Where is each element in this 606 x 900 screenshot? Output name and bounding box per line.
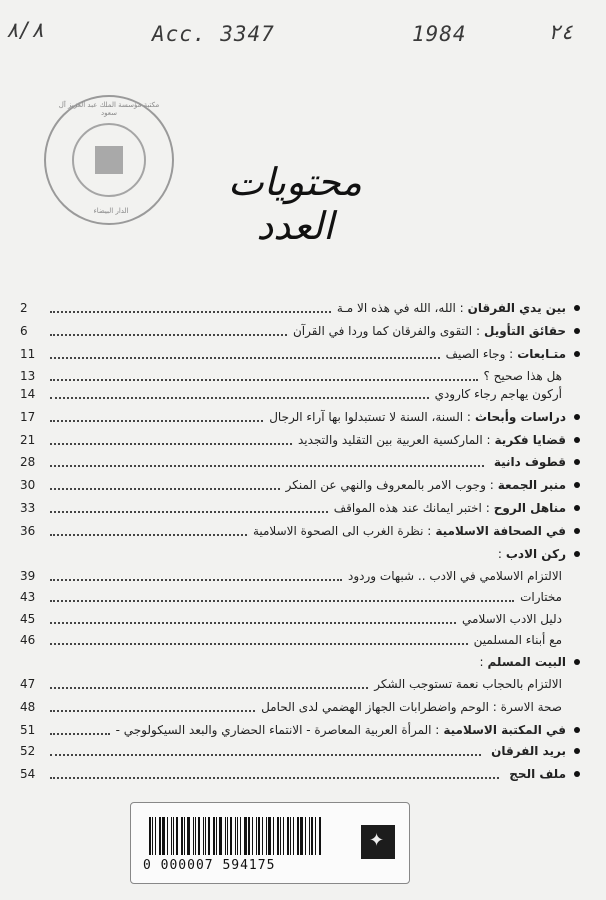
barcode-bar xyxy=(235,817,236,855)
toc-section-label: قضايا فكرية xyxy=(494,433,566,447)
barcode-bar xyxy=(198,817,200,855)
toc-row xyxy=(20,452,580,472)
barcode-bar xyxy=(280,817,281,855)
barcode-bar xyxy=(159,817,161,855)
toc-article-title: أركون يهاجم رجاء كارودي xyxy=(434,387,562,401)
barcode-bar xyxy=(213,817,215,855)
toc-leader-dots xyxy=(50,303,331,313)
publisher-logo-icon xyxy=(361,825,395,859)
toc-page-number: 28 xyxy=(20,455,36,469)
toc-section-label: بين يدي الفرقان xyxy=(467,301,566,315)
toc-article-title: : xyxy=(497,547,502,561)
toc-row xyxy=(20,475,580,495)
toc-leader-dots xyxy=(50,480,280,490)
barcode-bar xyxy=(309,817,310,855)
barcode-bar xyxy=(305,817,306,855)
bullet-icon xyxy=(574,748,580,754)
barcode-bar xyxy=(162,817,165,855)
barcode-bar xyxy=(244,817,247,855)
barcode-bars xyxy=(149,817,349,855)
toc-row xyxy=(20,720,580,740)
toc-row xyxy=(20,652,580,672)
toc-leader-dots xyxy=(50,371,478,381)
toc-row xyxy=(20,407,580,427)
barcode-bar xyxy=(171,817,172,855)
toc-page-number: 11 xyxy=(20,347,36,361)
toc-row xyxy=(20,609,606,629)
handwritten-accession-number: Acc. 3347 xyxy=(152,22,275,46)
barcode-bar xyxy=(176,817,178,855)
barcode-bar xyxy=(173,817,174,855)
barcode-bar xyxy=(155,817,156,855)
barcode-bar xyxy=(283,817,284,855)
toc-leader-dots xyxy=(50,571,342,581)
barcode-bar xyxy=(227,817,228,855)
toc-row xyxy=(20,430,580,450)
barcode-bar xyxy=(319,817,321,855)
barcode-bar xyxy=(268,817,271,855)
toc-row xyxy=(20,764,580,784)
toc-row xyxy=(20,384,606,404)
barcode-bar xyxy=(290,817,291,855)
barcode-bar xyxy=(300,817,303,855)
barcode-number: 0 000007 594175 xyxy=(143,858,276,873)
toc-page-number: 46 xyxy=(20,633,36,647)
toc-page-number: 43 xyxy=(20,590,36,604)
barcode-bar xyxy=(149,817,151,855)
toc-section-label: ملف الحج xyxy=(509,767,566,781)
bullet-icon xyxy=(574,505,580,511)
barcode-bar xyxy=(311,817,313,855)
barcode-bar xyxy=(256,817,257,855)
toc-row xyxy=(20,321,580,341)
handwritten-year: 1984 xyxy=(412,22,467,46)
barcode-bar xyxy=(184,817,185,855)
toc-article-title: : التقوى والفرقان كما وردا في القرآن xyxy=(292,324,480,338)
toc-page-number: 30 xyxy=(20,478,36,492)
barcode-bar xyxy=(216,817,217,855)
toc-section-label: ركن الادب xyxy=(505,547,566,561)
bullet-icon xyxy=(574,351,580,357)
toc-section-label: بريد الفرقان xyxy=(491,744,566,758)
toc-article-title: : وجوب الامر بالمعروف والنهي عن المنكر xyxy=(285,478,494,492)
bullet-icon xyxy=(574,482,580,488)
toc-row xyxy=(20,697,606,717)
toc-section-label: في الصحافة الاسلامية xyxy=(435,524,566,538)
stamp-ring-text: مكتبة مؤسسة الملك عبد العزيز آل سعود xyxy=(58,101,160,117)
toc-row xyxy=(20,298,580,318)
toc-row xyxy=(20,566,606,586)
barcode-bar xyxy=(187,817,190,855)
toc-section-label: حقائق التأويل xyxy=(484,324,566,338)
toc-row xyxy=(20,587,606,607)
bullet-icon xyxy=(574,414,580,420)
toc-page-number: 52 xyxy=(20,744,36,758)
stamp-ring-bottom-text: الدار البيضاء xyxy=(93,207,129,215)
toc-article-title: : المرأة العربية المعاصرة - الانتماء الحضاري والبعد السيكولوجي - xyxy=(115,723,440,737)
handwritten-left-mark: ٨/٨ xyxy=(6,18,44,42)
barcode-bar xyxy=(315,817,316,855)
barcode-bar xyxy=(230,817,232,855)
toc-leader-dots xyxy=(50,435,292,445)
toc-leader-dots xyxy=(50,389,429,399)
toc-leader-dots xyxy=(50,592,514,602)
toc-leader-dots xyxy=(50,725,110,735)
barcode-bar xyxy=(262,817,263,855)
barcode-bar xyxy=(258,817,260,855)
toc-page-number: 2 xyxy=(20,301,28,315)
toc-section-label: البيت المسلم xyxy=(487,655,566,669)
toc-row xyxy=(20,544,580,564)
barcode-bar xyxy=(293,817,294,855)
toc-article-title: الالتزام بالحجاب نعمة تستوجب الشكر xyxy=(374,677,562,691)
toc-leader-dots xyxy=(50,526,247,536)
toc-section-label: مناهل الروح xyxy=(493,501,566,515)
barcode-bar xyxy=(167,817,168,855)
bullet-icon xyxy=(574,528,580,534)
toc-article-title: مختارات xyxy=(520,590,562,604)
toc-section-label: متـابعات xyxy=(517,347,566,361)
toc-article-title: هل هذا صحيح ؟ xyxy=(483,369,562,383)
toc-section-label: منبر الجمعة xyxy=(497,478,566,492)
toc-leader-dots xyxy=(50,349,440,359)
bullet-icon xyxy=(574,659,580,665)
toc-leader-dots xyxy=(50,503,328,513)
toc-page-number: 39 xyxy=(20,569,36,583)
toc-article-title: صحة الاسرة : الوحم واضطرابات الجهاز الهضمي لدى الحامل xyxy=(261,700,562,714)
toc-leader-dots xyxy=(50,702,255,712)
barcode-bar xyxy=(273,817,274,855)
barcode-bar xyxy=(237,817,238,855)
toc-page-number: 14 xyxy=(20,387,36,401)
toc-section-label: في المكتبة الاسلامية xyxy=(443,723,566,737)
handwritten-issue-number: ٢٤ xyxy=(548,20,574,44)
toc-article-title: : السنة، السنة لا تستبدلوا بها آراء الرجال xyxy=(269,410,471,424)
bullet-icon xyxy=(574,771,580,777)
bullet-icon xyxy=(574,551,580,557)
toc-leader-dots xyxy=(50,769,499,779)
toc-page-number: 45 xyxy=(20,612,36,626)
toc-leader-dots xyxy=(50,679,368,689)
bullet-icon xyxy=(574,328,580,334)
barcode-bar xyxy=(208,817,210,855)
bullet-icon xyxy=(574,459,580,465)
toc-article-title: : وجاء الصيف xyxy=(445,347,514,361)
barcode-bar xyxy=(277,817,279,855)
toc-row xyxy=(20,741,580,761)
toc-section-label: قطوف دانية xyxy=(493,455,566,469)
barcode-bar xyxy=(287,817,289,855)
barcode-bar xyxy=(266,817,267,855)
library-stamp xyxy=(44,95,174,225)
barcode-label xyxy=(130,802,410,884)
page-title: محتويات العدد xyxy=(228,160,362,248)
toc-page-number: 48 xyxy=(20,700,36,714)
stamp-inner-circle xyxy=(72,123,146,197)
toc-article-title: الالتزام الاسلامي في الادب .. شبهات وردود xyxy=(348,569,562,583)
toc-article-title: : اختبر ايمانك عند هذه المواقف xyxy=(333,501,490,515)
bullet-icon xyxy=(574,305,580,311)
barcode-bar xyxy=(240,817,241,855)
toc-leader-dots xyxy=(50,614,456,624)
toc-page-number: 36 xyxy=(20,524,36,538)
bullet-icon xyxy=(574,437,580,443)
toc-article-title: : xyxy=(479,655,484,669)
toc-row xyxy=(20,366,606,386)
barcode-bar xyxy=(225,817,226,855)
toc-page-number: 13 xyxy=(20,369,36,383)
toc-row xyxy=(20,674,606,694)
toc-leader-dots xyxy=(50,635,468,645)
toc-row xyxy=(20,521,580,541)
barcode-bar xyxy=(152,817,153,855)
toc-leader-dots xyxy=(50,746,481,756)
toc-section-label: دراسات وأبحاث xyxy=(474,410,566,424)
barcode-bar xyxy=(252,817,253,855)
bullet-icon xyxy=(574,727,580,733)
toc-page-number: 17 xyxy=(20,410,36,424)
barcode-bar xyxy=(248,817,250,855)
toc-article-title: : الماركسية العربية بين التقليد والتجديد xyxy=(298,433,491,447)
toc-page-number: 47 xyxy=(20,677,36,691)
barcode-bar xyxy=(205,817,206,855)
toc-row xyxy=(20,630,606,650)
toc-article-title: مع أبناء المسلمين xyxy=(473,633,562,647)
toc-page-number: 21 xyxy=(20,433,36,447)
toc-page-number: 54 xyxy=(20,767,36,781)
toc-leader-dots xyxy=(50,326,287,336)
barcode-bar xyxy=(203,817,204,855)
toc-page-number: 33 xyxy=(20,501,36,515)
barcode-bar xyxy=(219,817,222,855)
toc-article-title: دليل الادب الاسلامي xyxy=(462,612,562,626)
barcode-bar xyxy=(181,817,183,855)
toc-leader-dots xyxy=(50,457,484,467)
barcode-bar xyxy=(193,817,194,855)
toc-row xyxy=(20,498,580,518)
toc-leader-dots xyxy=(50,412,263,422)
stamp-seal-icon xyxy=(95,146,123,174)
toc-page-number: 51 xyxy=(20,723,36,737)
toc-article-title: : نظرة الغرب الى الصحوة الاسلامية xyxy=(252,524,432,538)
barcode-bar xyxy=(297,817,299,855)
toc-row xyxy=(20,344,580,364)
barcode-bar xyxy=(195,817,196,855)
toc-article-title: : الله، الله في هذه الا مـة xyxy=(336,301,464,315)
toc-page-number: 6 xyxy=(20,324,28,338)
